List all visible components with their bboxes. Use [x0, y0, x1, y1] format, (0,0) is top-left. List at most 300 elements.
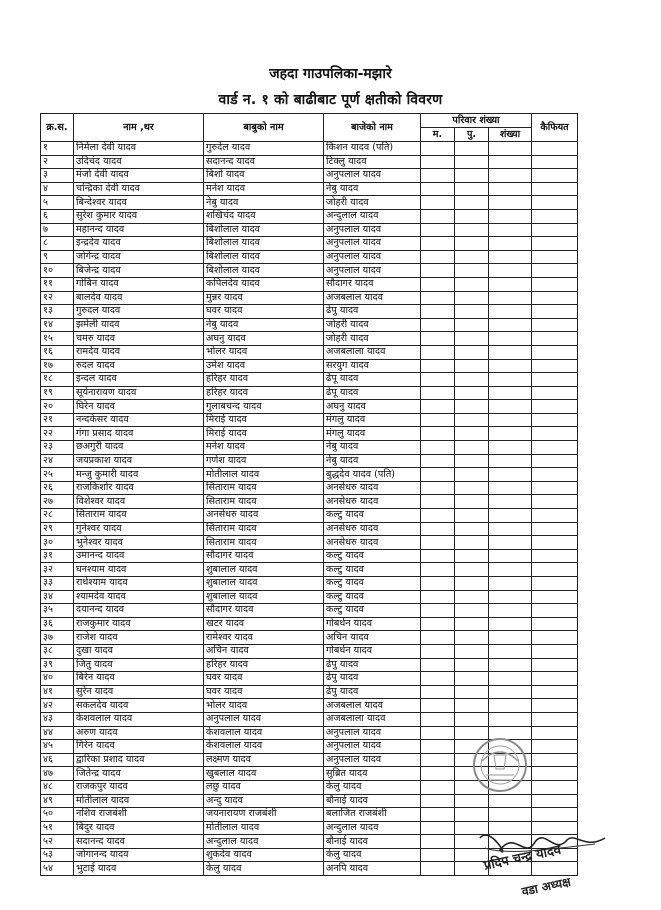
row-grandfather-name: जोहरी यादव [324, 318, 421, 332]
row-father-name: मुन्नर यादव [204, 291, 324, 305]
row-remarks [532, 182, 578, 196]
row-father-name: खुबलाल यादव [204, 767, 324, 781]
row-grandfather-name: केलु यादव [324, 780, 421, 794]
row-female-count [455, 223, 489, 237]
row-total-count [489, 604, 532, 618]
row-father-name: बिशोलाल यादव [204, 237, 324, 251]
row-male-count [421, 142, 455, 156]
row-male-count [421, 767, 455, 781]
row-total-count [489, 685, 532, 699]
row-female-count [455, 196, 489, 210]
row-name: जितेन्द्र यादव [74, 767, 204, 781]
row-total-count [489, 454, 532, 468]
table-row [41, 332, 578, 346]
row-male-count [421, 644, 455, 658]
row-father-name: सिताराम यादव [204, 522, 324, 536]
row-male-count [421, 386, 455, 400]
row-grandfather-name: बौनाई यादव [324, 794, 421, 808]
row-serial: १४ [41, 318, 74, 332]
row-father-name: शखिचंद यादव [204, 209, 324, 223]
row-serial: ३६ [41, 617, 74, 631]
row-total-count [489, 536, 532, 550]
row-name: गोबिन यादव [74, 277, 204, 291]
row-name: द्वारिका प्रशाद यादव [74, 753, 204, 767]
row-female-count [455, 237, 489, 251]
row-grandfather-name: अजबलाला यादव [324, 712, 421, 726]
row-name: बिदुर यादव [74, 821, 204, 835]
row-total-count [489, 577, 532, 591]
row-total-count [489, 291, 532, 305]
row-female-count [455, 481, 489, 495]
row-grandfather-name: अजबलाल यादव [324, 699, 421, 713]
row-father-name: गणेश यादव [204, 454, 324, 468]
row-name: सुरेश कुमार यादव [74, 209, 204, 223]
row-male-count [421, 250, 455, 264]
row-male-count [421, 848, 455, 862]
row-grandfather-name: कल्टु यादव [324, 577, 421, 591]
table-row [41, 223, 578, 237]
row-grandfather-name: कल्टु यादव [324, 604, 421, 618]
row-male-count [421, 223, 455, 237]
row-serial: ४६ [41, 753, 74, 767]
row-male-count [421, 318, 455, 332]
table-row [41, 155, 578, 169]
row-name: उमानन्द यादव [74, 549, 204, 563]
row-remarks [532, 481, 578, 495]
row-serial: ५२ [41, 835, 74, 849]
header-serial: क्र.स. [41, 114, 74, 142]
row-serial: ५४ [41, 862, 74, 876]
row-remarks [532, 155, 578, 169]
table-row [41, 305, 578, 319]
row-serial: ५३ [41, 848, 74, 862]
row-male-count [421, 522, 455, 536]
row-father-name: सौदागर यादव [204, 549, 324, 563]
row-grandfather-name: अनपि यादव [324, 862, 421, 876]
row-name: महानन्द यादव [74, 223, 204, 237]
row-name: रामदेव यादव [74, 345, 204, 359]
row-name: जितु यादव [74, 658, 204, 672]
row-grandfather-name: अनसेधरु यादव [324, 481, 421, 495]
row-name: गंगा प्रसाद यादव [74, 427, 204, 441]
row-grandfather-name: अनुपलाल यादव [324, 169, 421, 183]
row-female-count [455, 658, 489, 672]
row-father-name: मोतीलाल यादव [204, 468, 324, 482]
row-female-count [455, 509, 489, 523]
row-name: राजेश यादव [74, 631, 204, 645]
row-grandfather-name: अनसेधरु यादव [324, 536, 421, 550]
row-male-count [421, 563, 455, 577]
row-name: इन्दल यादव [74, 373, 204, 387]
row-name: जोगानन्द यादव [74, 848, 204, 862]
row-name: बिरेन यादव [74, 672, 204, 686]
header-male: म. [421, 128, 455, 142]
row-total-count [489, 522, 532, 536]
row-male-count [421, 345, 455, 359]
row-serial: ३७ [41, 631, 74, 645]
row-father-name: नेबु यादव [204, 318, 324, 332]
table-row [41, 712, 578, 726]
row-father-name: हरिहर यादव [204, 373, 324, 387]
row-male-count [421, 658, 455, 672]
row-remarks [532, 672, 578, 686]
row-serial: ३५ [41, 604, 74, 618]
table-row [41, 658, 578, 672]
row-male-count [421, 495, 455, 509]
row-remarks [532, 427, 578, 441]
row-grandfather-name: ढेपु यादव [324, 305, 421, 319]
row-name: बिजेन्द्र यादव [74, 264, 204, 278]
table-row [41, 196, 578, 210]
row-total-count [489, 209, 532, 223]
row-male-count [421, 468, 455, 482]
row-father-name: भोलर यादव [204, 699, 324, 713]
row-male-count [421, 209, 455, 223]
row-male-count [421, 672, 455, 686]
row-male-count [421, 237, 455, 251]
row-name: सकलदेव यादव [74, 699, 204, 713]
row-total-count [489, 441, 532, 455]
row-remarks [532, 441, 578, 455]
row-father-name: मिराई यादव [204, 427, 324, 441]
signatory-title: वडा अध्यक्ष [520, 874, 572, 899]
table-row [41, 590, 578, 604]
row-female-count [455, 699, 489, 713]
row-serial: ४५ [41, 740, 74, 754]
row-father-name: मनेश यादव [204, 441, 324, 455]
row-father-name: बिशोलाल यादव [204, 223, 324, 237]
header-father: बाबुको नाम [204, 114, 324, 142]
row-father-name: केलु यादव [204, 862, 324, 876]
row-father-name: गुलाबचन्द यादव [204, 400, 324, 414]
row-father-name: केशवलाल यादव [204, 726, 324, 740]
table-row [41, 495, 578, 509]
row-grandfather-name: टिक्लु यादव [324, 155, 421, 169]
row-total-count [489, 250, 532, 264]
row-name: गुनेश्वर यादव [74, 522, 204, 536]
row-male-count [421, 617, 455, 631]
row-grandfather-name: ढेपु यादव [324, 658, 421, 672]
row-serial: ३ [41, 169, 74, 183]
table-row [41, 522, 578, 536]
row-grandfather-name: सौदागर यादव [324, 277, 421, 291]
table-row [41, 182, 578, 196]
row-name: मन्जु कुमारी यादव [74, 468, 204, 482]
row-grandfather-name: मंगलु यादव [324, 427, 421, 441]
row-remarks [532, 536, 578, 550]
row-male-count [421, 291, 455, 305]
row-female-count [455, 427, 489, 441]
row-serial: ३९ [41, 658, 74, 672]
table-row [41, 617, 578, 631]
header-name: नाम ,थर [74, 114, 204, 142]
row-total-count [489, 277, 532, 291]
row-grandfather-name: गोबर्धन यादव [324, 617, 421, 631]
row-serial: २४ [41, 454, 74, 468]
row-grandfather-name: गोबर्धन यादव [324, 644, 421, 658]
row-remarks [532, 590, 578, 604]
row-female-count [455, 590, 489, 604]
table-row [41, 672, 578, 686]
row-serial: ४३ [41, 712, 74, 726]
row-total-count [489, 699, 532, 713]
row-serial: २७ [41, 495, 74, 509]
row-total-count [489, 142, 532, 156]
row-total-count [489, 155, 532, 169]
table-row [41, 685, 578, 699]
row-male-count [421, 821, 455, 835]
row-father-name: लछु यादव [204, 780, 324, 794]
row-remarks [532, 644, 578, 658]
row-grandfather-name: केलु यादव [324, 848, 421, 862]
row-name: राजकिशोर यादव [74, 481, 204, 495]
row-male-count [421, 753, 455, 767]
row-name: गुरुदल यादव [74, 305, 204, 319]
row-remarks [532, 509, 578, 523]
row-total-count [489, 563, 532, 577]
row-remarks [532, 658, 578, 672]
row-female-count [455, 413, 489, 427]
row-female-count [455, 522, 489, 536]
row-grandfather-name: अन्दुलाल यादव [324, 821, 421, 835]
row-father-name: मोतीलाल यादव [204, 821, 324, 835]
table-row [41, 400, 578, 414]
table-row [41, 264, 578, 278]
row-male-count [421, 780, 455, 794]
table-row [41, 563, 578, 577]
row-serial: ४२ [41, 699, 74, 713]
row-total-count [489, 413, 532, 427]
row-name: इन्द्रदेव यादव [74, 237, 204, 251]
row-total-count [489, 468, 532, 482]
table-row [41, 142, 578, 156]
row-grandfather-name: मंगलु यादव [324, 413, 421, 427]
row-remarks [532, 631, 578, 645]
row-father-name: हरिहर यादव [204, 386, 324, 400]
row-female-count [455, 142, 489, 156]
header-remarks: कैफियत [532, 114, 578, 142]
row-total-count [489, 373, 532, 387]
row-name: विशेश्वर यादव [74, 495, 204, 509]
row-serial: ३८ [41, 644, 74, 658]
row-serial: २३ [41, 441, 74, 455]
row-serial: २५ [41, 468, 74, 482]
row-male-count [421, 481, 455, 495]
table-row [41, 237, 578, 251]
row-name: छअगुरी यादव [74, 441, 204, 455]
row-name: घिरेन यादव [74, 400, 204, 414]
row-serial: १२ [41, 291, 74, 305]
row-total-count [489, 549, 532, 563]
row-serial: ४४ [41, 726, 74, 740]
row-grandfather-name: अनसेधरु यादव [324, 495, 421, 509]
row-male-count [421, 699, 455, 713]
row-male-count [421, 155, 455, 169]
row-male-count [421, 835, 455, 849]
row-name: घनश्याम यादव [74, 563, 204, 577]
row-total-count [489, 509, 532, 523]
row-name: भुनेश्वर यादव [74, 536, 204, 550]
row-male-count [421, 305, 455, 319]
row-male-count [421, 169, 455, 183]
row-female-count [455, 291, 489, 305]
row-name: गिरेन यादव [74, 740, 204, 754]
row-remarks [532, 291, 578, 305]
row-grandfather-name: अजबलाला यादव [324, 345, 421, 359]
row-grandfather-name: ढेपू यादव [324, 373, 421, 387]
row-grandfather-name: अनुपलाल यादव [324, 726, 421, 740]
row-female-count [455, 549, 489, 563]
table-row [41, 631, 578, 645]
row-remarks [532, 549, 578, 563]
row-grandfather-name: अजबलाल यादव [324, 291, 421, 305]
header-count: शंख्या [489, 128, 532, 142]
table-row [41, 318, 578, 332]
row-name: राधेश्याम यादव [74, 577, 204, 591]
row-female-count [455, 155, 489, 169]
row-remarks [532, 495, 578, 509]
row-female-count [455, 685, 489, 699]
row-female-count [455, 332, 489, 346]
table-row [41, 277, 578, 291]
row-remarks [532, 386, 578, 400]
row-remarks [532, 237, 578, 251]
row-father-name: मिराई यादव [204, 413, 324, 427]
row-serial: २९ [41, 522, 74, 536]
row-serial: ५० [41, 808, 74, 822]
row-serial: १८ [41, 373, 74, 387]
row-male-count [421, 509, 455, 523]
row-name: राजकुमार यादव [74, 617, 204, 631]
row-female-count [455, 577, 489, 591]
row-name: बालदेव यादव [74, 291, 204, 305]
row-remarks [532, 454, 578, 468]
row-name: सुरेन यादव [74, 685, 204, 699]
row-grandfather-name: कल्टु यादव [324, 509, 421, 523]
row-total-count [489, 712, 532, 726]
row-name: केशवलाल यादव [74, 712, 204, 726]
row-female-count [455, 644, 489, 658]
row-remarks [532, 400, 578, 414]
table-row [41, 468, 578, 482]
row-female-count [455, 169, 489, 183]
row-grandfather-name: अनुपलाल यादव [324, 237, 421, 251]
row-serial: ७ [41, 223, 74, 237]
row-male-count [421, 685, 455, 699]
row-serial: ४० [41, 672, 74, 686]
table-row [41, 373, 578, 387]
row-serial: ४७ [41, 767, 74, 781]
row-grandfather-name: नेबु यादव [324, 182, 421, 196]
row-father-name: अनुपलाल यादव [204, 712, 324, 726]
table-row [41, 441, 578, 455]
row-serial: ४ [41, 182, 74, 196]
row-father-name: घवर यादव [204, 685, 324, 699]
row-female-count [455, 345, 489, 359]
row-remarks [532, 359, 578, 373]
row-serial: १५ [41, 332, 74, 346]
row-male-count [421, 332, 455, 346]
row-father-name: सिताराम यादव [204, 481, 324, 495]
row-father-name: घवर यादव [204, 305, 324, 319]
row-remarks [532, 468, 578, 482]
row-remarks [532, 196, 578, 210]
row-grandfather-name: अचिन यादव [324, 631, 421, 645]
row-father-name: शुबालाल यादव [204, 577, 324, 591]
row-grandfather-name: सरयुग यादव [324, 359, 421, 373]
row-father-name: कपिलदेव यादव [204, 277, 324, 291]
row-name: उदिचंद यादव [74, 155, 204, 169]
row-remarks [532, 413, 578, 427]
row-total-count [489, 332, 532, 346]
row-female-count [455, 386, 489, 400]
row-father-name: खटर यादव [204, 617, 324, 631]
row-remarks [532, 522, 578, 536]
row-male-count [421, 427, 455, 441]
row-name: सूर्यनारायण यादव [74, 386, 204, 400]
row-name: दयानन्द यादव [74, 604, 204, 618]
row-grandfather-name: अनुपलाल यादव [324, 740, 421, 754]
row-father-name: सदानन्द यादव [204, 155, 324, 169]
signatory-name: प्रदिप चन्द्र यादव [482, 842, 563, 874]
row-serial: २० [41, 400, 74, 414]
row-name: निर्मला देवी यादव [74, 142, 204, 156]
row-name: बिन्देश्वर यादव [74, 196, 204, 210]
row-grandfather-name: ढेपु यादव [324, 672, 421, 686]
row-female-count [455, 563, 489, 577]
header-family: परिवार शंख्या [421, 114, 532, 128]
row-female-count [455, 209, 489, 223]
row-remarks [532, 209, 578, 223]
row-remarks [532, 332, 578, 346]
row-male-count [421, 740, 455, 754]
row-grandfather-name: अनुपलाल यादव [324, 223, 421, 237]
row-male-count [421, 712, 455, 726]
row-serial: ३३ [41, 577, 74, 591]
row-serial: ४९ [41, 794, 74, 808]
row-remarks [532, 699, 578, 713]
row-male-count [421, 373, 455, 387]
row-total-count [489, 617, 532, 631]
row-total-count [489, 237, 532, 251]
row-male-count [421, 536, 455, 550]
row-female-count [455, 617, 489, 631]
row-total-count [489, 182, 532, 196]
row-male-count [421, 264, 455, 278]
document-title: जहदा गाउपलिका-मझारे [269, 66, 392, 82]
row-total-count [489, 359, 532, 373]
row-name: झमेली यादव [74, 318, 204, 332]
row-serial: ८ [41, 237, 74, 251]
row-name: रुदल यादव [74, 359, 204, 373]
row-remarks [532, 345, 578, 359]
row-serial: ११ [41, 277, 74, 291]
table-row [41, 209, 578, 223]
row-male-count [421, 631, 455, 645]
row-serial: १३ [41, 305, 74, 319]
row-remarks [532, 223, 578, 237]
row-serial: ३४ [41, 590, 74, 604]
row-serial: ३१ [41, 549, 74, 563]
row-female-count [455, 400, 489, 414]
row-father-name: लक्ष्मण यादव [204, 753, 324, 767]
table-row [41, 509, 578, 523]
table-row [41, 386, 578, 400]
row-male-count [421, 413, 455, 427]
row-serial: २ [41, 155, 74, 169]
table-row [41, 454, 578, 468]
row-male-count [421, 454, 455, 468]
